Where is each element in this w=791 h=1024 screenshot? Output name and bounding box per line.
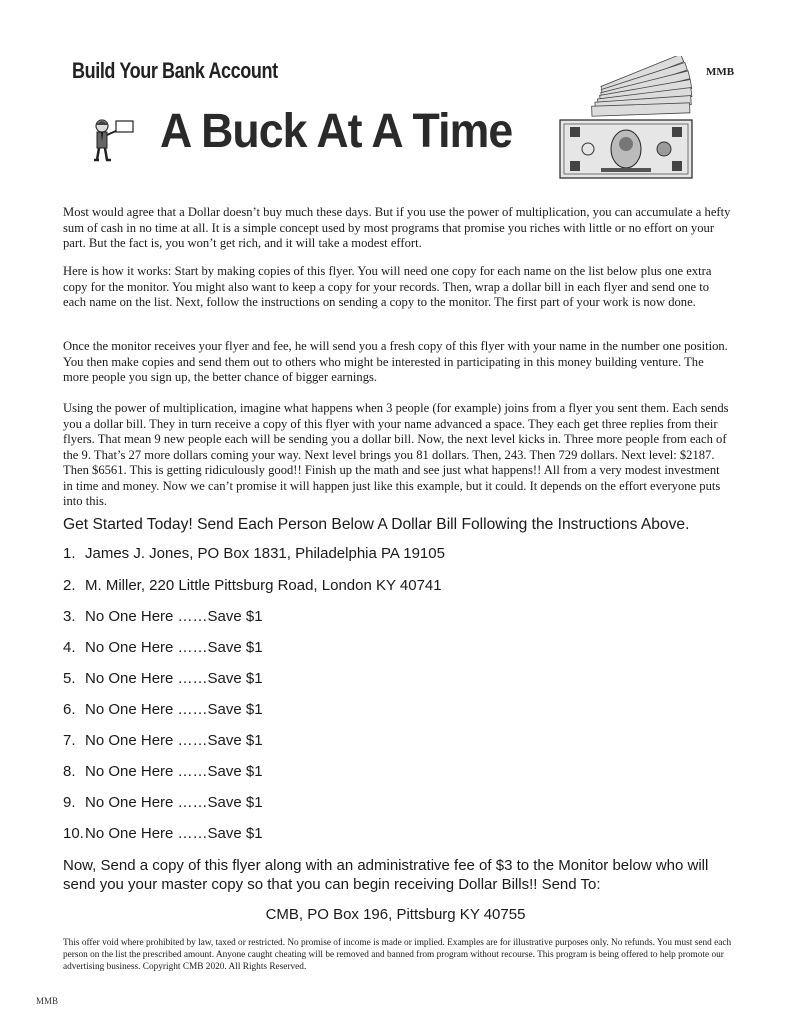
intro-paragraph: Most would agree that a Dollar doesn’t buy much these days. But if you use the power of multiplication, you can accumulate a hefty sum of cash in no time at all. It is a simple concept used by most programs that promise you riches with little or no effort on your part. But the fact is, you won’t get rich, and it will take a modest effort. [63,205,731,250]
header-mark: MMB [706,66,735,78]
list-item-text: No One Here ……Save $1 [85,701,263,718]
list-item-number: 4. [63,639,76,656]
list-item [63,763,263,780]
list-item [63,670,263,687]
monitor-paragraph: Once the monitor receives your flyer and fee, he will send you a fresh copy of this flyer with your name in the number one position. You then make copies and send them out to others who might be interested in participating in this money building venture. The more people you sign up, the better chance of bigger earnings. [63,339,728,384]
dollar-bills-fan-icon [556,56,706,182]
list-item [63,608,263,625]
list-item-text: No One Here ……Save $1 [85,763,263,780]
list-item-number: 6. [63,701,76,718]
send-copy-instructions: Now, Send a copy of this flyer along with an administrative fee of $3 to the Monitor below who will send you your master copy so that you can begin receiving Dollar Bills!! Send To: [63,857,709,893]
list-item-number: 2. [63,577,76,594]
get-started-heading: Get Started Today! Send Each Person Below A Dollar Bill Following the Instructions Above. [63,516,690,533]
list-item [63,732,263,749]
list-item-text: No One Here ……Save $1 [85,732,263,749]
list-item-number: 10. [63,825,84,842]
multiplication-paragraph: Using the power of multiplication, imagine what happens when 3 people (for example) joins from a flyer you sent them. Each sends you a dollar bill. They in turn receive a copy of this flyer with your name advanced a space. They each get three replies from their flyers. That mean 9 new people each will be sending you a dollar bill. Now, the next level kicks in. Three more people from each of the 9. That’s 27 more dollars coming your way. Next level brings you 81 dollars. Then, 243. Then 729 dollars. Next level: $2187. Then $6561. This is getting ridiculously good!! Finish up the math and see just what happens!! All from a very modest investment in time and money. Now we can’t promise it will happen just like this example, but it could. It depends on the effort everyone puts into this. [63,401,729,508]
businessman-mascot-icon [88,116,136,164]
legal-disclaimer: This offer void where prohibited by law, taxed or restricted. No promise of income is made or implied. Examples are for illustrative purposes only. No refunds. You must send each person on the list the prescribed amount. Anyone caught cheating will be removed and banned from program without recourse. This program is being offered to help promote our advertising business. Copyright CMB 2020. All Rights Reserved. [63,938,732,972]
list-item-text: No One Here ……Save $1 [85,608,263,625]
list-item-text: No One Here ……Save $1 [85,825,263,842]
header-title: A Buck At A Time [160,105,513,158]
list-item-number: 7. [63,732,76,749]
list-item-number: 3. [63,608,76,625]
list-item-number: 8. [63,763,76,780]
list-item-text: No One Here ……Save $1 [85,639,263,656]
list-item [63,794,263,811]
list-item [63,577,442,594]
list-item [63,545,445,562]
monitor-address: CMB, PO Box 196, Pittsburg KY 40755 [265,906,526,923]
list-item [63,639,263,656]
list-item-text: No One Here ……Save $1 [85,794,263,811]
list-item [63,701,263,718]
footer-mark: MMB [36,996,59,1006]
list-item [63,825,263,842]
how-it-works-paragraph: Here is how it works: Start by making copies of this flyer. You will need one copy for each name on the list below plus one extra copy for the monitor. You might also want to keep a copy for your records. Then, wrap a dollar bill in each flyer and send one to each name on the list. Next, follow the instructions on sending a copy to the monitor. The first part of your work is now done. [63,264,712,309]
list-item-number: 1. [63,545,76,562]
list-item-number: 5. [63,670,76,687]
list-item-number: 9. [63,794,76,811]
list-item-text: M. Miller, 220 Little Pittsburg Road, London KY 40741 [85,577,442,594]
list-item-text: No One Here ……Save $1 [85,670,263,687]
header-subtitle: Build Your Bank Account [72,58,278,83]
list-item-text: James J. Jones, PO Box 1831, Philadelphia PA 19105 [85,545,445,562]
